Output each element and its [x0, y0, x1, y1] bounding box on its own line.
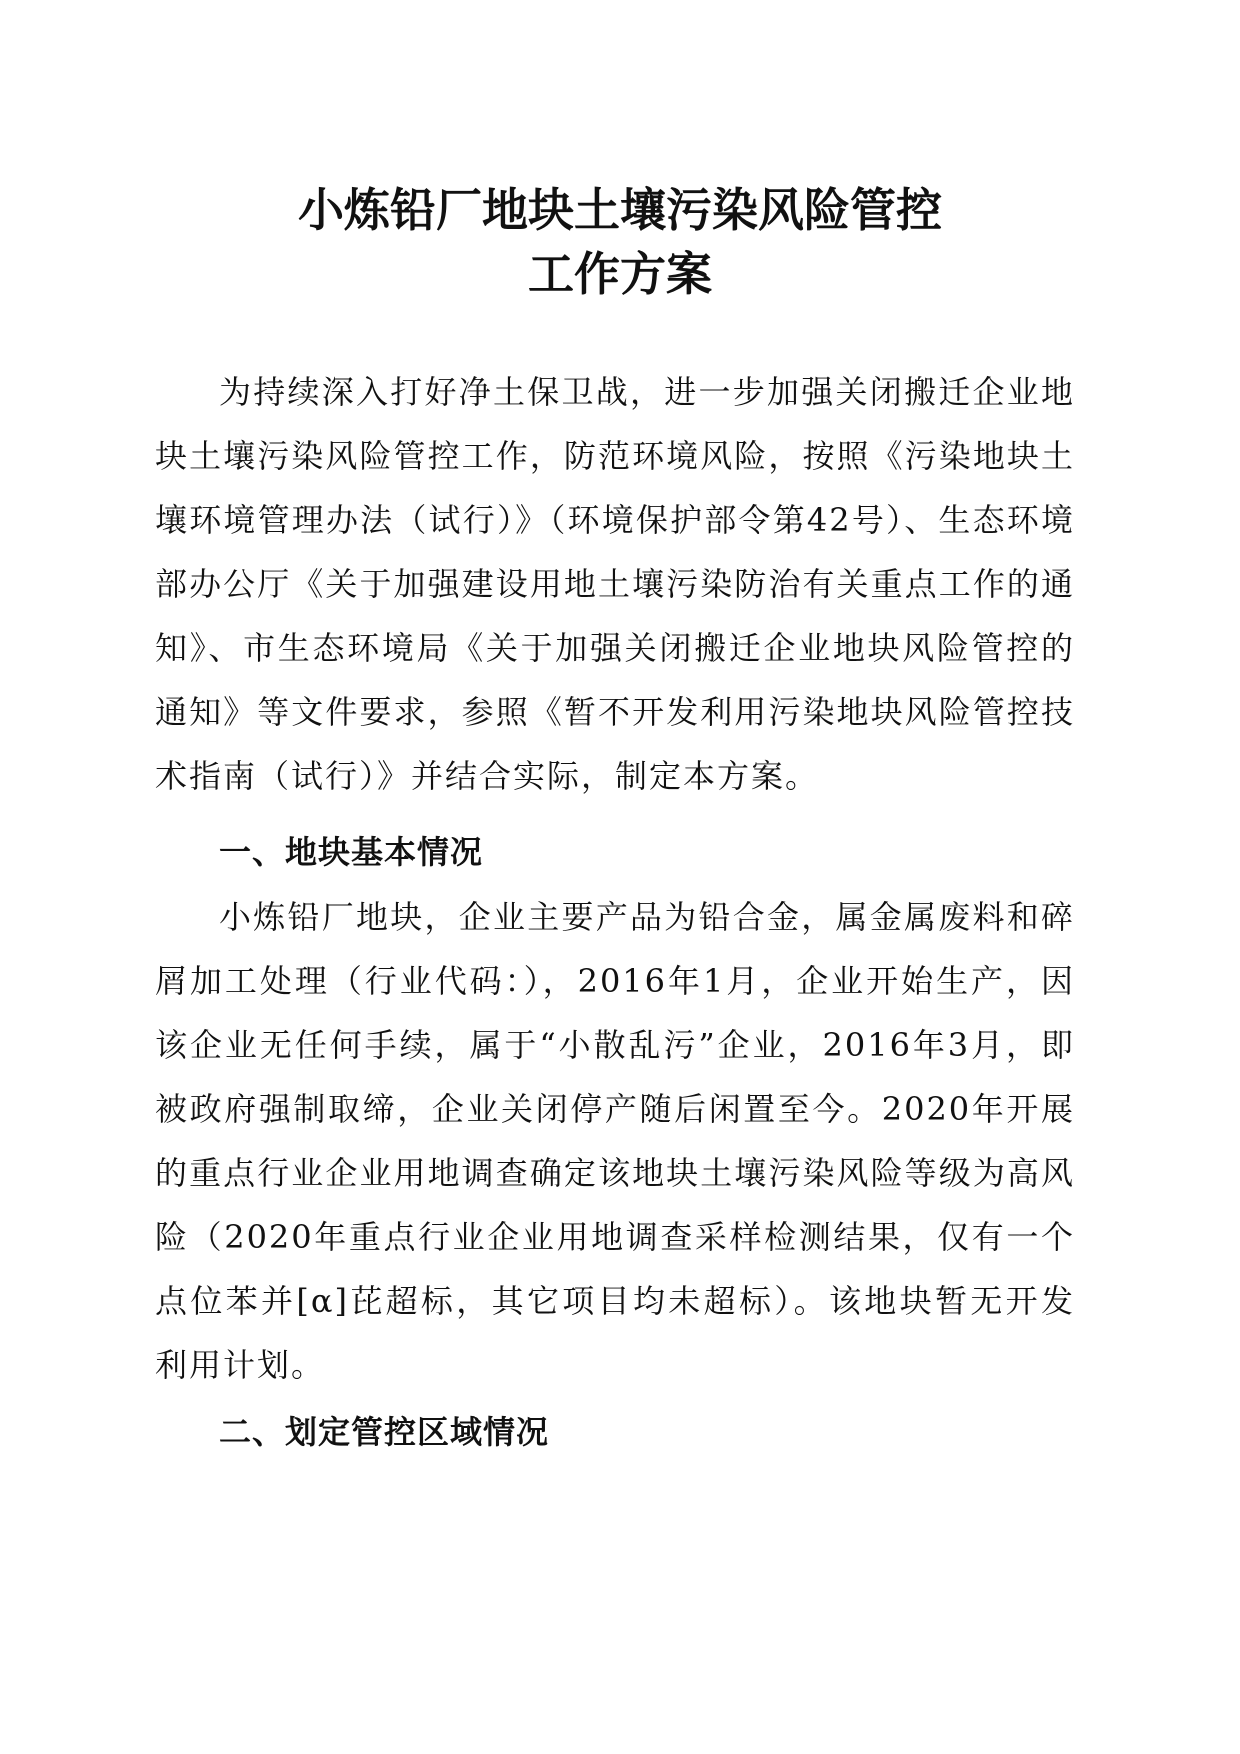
section-heading-basic-info: 一、地块基本情况: [219, 833, 484, 871]
document-title-line1: 小炼铅厂地块土壤污染风险管控: [298, 183, 942, 237]
intro-paragraph: 为持续深入打好净土保卫战，进一步加强关闭搬迁企业地块土壤污染风险管控工作，防范环境风险，按照《污染地块土壤环境管理办法（试行）》（环境保护部令第42号）、生态环境部办公厅《关于加强建设用地土壤污染防治有关重点工作的通知》、市生态环境局《关于加强关闭搬迁企业地块风险管控的通知》等文件要求，参照《暂不开发利用污染地块风险管控技术指南（试行）》并结合实际，制定本方案。: [155, 373, 1075, 795]
section-body-basic-info: 小炼铅厂地块，企业主要产品为铅合金，属金属废料和碎屑加工处理（行业代码：），2016年1月，企业开始生产，因该企业无任何手续，属于“小散乱污”企业，2016年3月，即被政府强制取缔，企业关闭停产随后闲置至今。2020年开展的重点行业企业用地调查确定该地块土壤污染风险等级为高风险（2020年重点行业企业用地调查采样检测结果，仅有一个点位苯并[α]芘超标，其它项目均未超标）。该地块暂无开发利用计划。: [155, 898, 1075, 1384]
section-heading-control-area: 二、划定管控区域情况: [219, 1413, 550, 1451]
document-title-line2: 工作方案: [528, 247, 712, 301]
